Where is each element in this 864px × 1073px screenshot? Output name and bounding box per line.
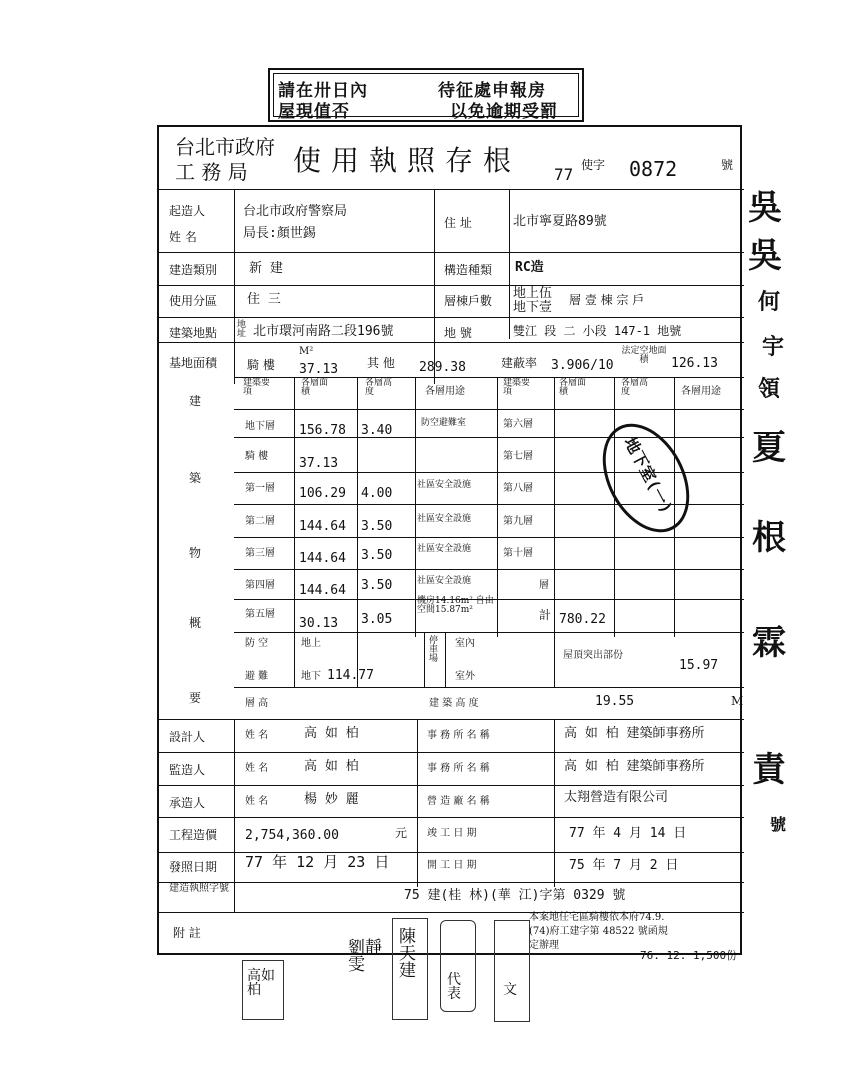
floor-right: 第六層 bbox=[503, 419, 533, 430]
permit-form bbox=[157, 125, 742, 955]
total-area: 780.22 bbox=[559, 612, 606, 627]
floor-height: 4.00 bbox=[361, 486, 393, 501]
edge-char: 號 bbox=[770, 815, 787, 834]
shelter-above: 地上 bbox=[301, 638, 321, 649]
floor-name: 第三層 bbox=[245, 548, 275, 559]
floor-height: 3.05 bbox=[361, 612, 393, 627]
arcade-area: 37.13 bbox=[299, 362, 339, 377]
designer-office-label: 事 務 所 名 稱 bbox=[427, 730, 490, 741]
coverage-ratio: 3.906/10 bbox=[551, 358, 614, 373]
supervisor-name: 高 如 柏 bbox=[304, 759, 359, 774]
coverage-label: 建蔽率 bbox=[501, 356, 538, 370]
supervisor-name-label: 姓 名 bbox=[245, 763, 269, 774]
applicant-address: 北市寧夏路89號 bbox=[513, 214, 607, 229]
completion-date: 77 年 4 月 14 日 bbox=[569, 826, 687, 841]
hdr-use-r: 各層用途 bbox=[681, 386, 721, 397]
applicant-name-label: 姓 名 bbox=[169, 230, 197, 244]
other-area: 289.38 bbox=[419, 360, 466, 375]
supervisor-office: 高 如 柏 建築師事務所 bbox=[564, 759, 705, 774]
note-line2: (74)府工建字第 48522 號函規 bbox=[529, 926, 668, 937]
side-c4: 概 bbox=[189, 616, 202, 630]
site-addr-tag: 地址 bbox=[237, 320, 247, 339]
issue-label: 發照日期 bbox=[169, 860, 218, 874]
permit-prefix: 使字 bbox=[581, 158, 606, 172]
height-unit: M bbox=[731, 694, 744, 708]
side-c1: 建 bbox=[189, 394, 202, 408]
sig-liu: 劉靜雯 bbox=[348, 938, 382, 975]
cost-value: 2,754,360.00 bbox=[245, 828, 339, 843]
site-area-label: 基地面積 bbox=[169, 356, 218, 370]
floor-use: 防空避難室 bbox=[421, 418, 467, 428]
edge-char: 領 bbox=[758, 376, 781, 402]
floor-right: 第十層 bbox=[503, 548, 533, 559]
floors-above: 地上伍 bbox=[513, 286, 553, 301]
start-date: 75 年 7 月 2 日 bbox=[569, 858, 679, 873]
designer-label: 設計人 bbox=[169, 730, 206, 744]
floor-name: 騎 樓 bbox=[245, 451, 269, 462]
floor-area: 37.13 bbox=[299, 456, 339, 471]
agency-name: 台北市政府 bbox=[175, 135, 275, 159]
parking-outdoor: 室外 bbox=[455, 671, 475, 682]
hdr-height: 各層高度 bbox=[365, 378, 393, 397]
floor-use: 社區安全設施 bbox=[417, 514, 472, 524]
permit-year: 77 bbox=[554, 165, 574, 184]
designer-name: 高 如 柏 bbox=[304, 726, 359, 741]
edge-char: 霖 bbox=[752, 623, 786, 663]
floor-height-label: 層 高 bbox=[245, 698, 269, 709]
floor-name: 第二層 bbox=[245, 516, 275, 527]
completion-label: 竣 工 日 期 bbox=[427, 828, 477, 839]
floors-desc: 層 壹 棟 宗 戶 bbox=[569, 293, 645, 307]
legal-space-area: 126.13 bbox=[671, 356, 718, 371]
floors-below: 地下壹 bbox=[513, 300, 553, 315]
contractor-label: 承造人 bbox=[169, 796, 206, 810]
floor-area: 144.64 bbox=[299, 519, 346, 534]
floor-right: 第八層 bbox=[503, 483, 533, 494]
hdr-height-r: 各層高度 bbox=[621, 378, 649, 397]
hdr-item: 建築要項 bbox=[243, 378, 271, 397]
seal-wen bbox=[494, 920, 530, 1022]
floor-use: 社區安全設施 bbox=[417, 480, 472, 490]
applicant-name: 台北市政府警察局 bbox=[243, 204, 348, 219]
address-label: 住 址 bbox=[444, 216, 472, 230]
floor-name: 第五層 bbox=[245, 609, 275, 620]
notice-line1b: 待征處申報房 bbox=[438, 81, 546, 101]
shelter-below-area: 114.77 bbox=[327, 668, 374, 683]
supervisor-label: 監造人 bbox=[169, 763, 206, 777]
floor-name: 第一層 bbox=[245, 483, 275, 494]
seal-rep bbox=[440, 920, 476, 1012]
shelter-l2: 避 難 bbox=[245, 671, 269, 682]
roof-label: 屋頂突出部份 bbox=[563, 650, 623, 661]
zone-value: 住 三 bbox=[247, 292, 281, 307]
edge-char: 宇 bbox=[762, 334, 785, 360]
roof-area: 15.97 bbox=[679, 658, 719, 673]
permit-number: 0872 bbox=[629, 157, 678, 181]
edge-char: 何 bbox=[758, 289, 781, 315]
start-label: 開 工 日 期 bbox=[427, 860, 477, 871]
designer-name-label: 姓 名 bbox=[245, 730, 269, 741]
seal-text: 文 bbox=[503, 982, 517, 998]
legal-space-label: 法定空地面積 bbox=[621, 346, 667, 365]
notice-stamp bbox=[268, 68, 584, 122]
edge-char: 責 bbox=[752, 750, 786, 790]
seal-text: 代表 bbox=[447, 972, 461, 1002]
arcade-label: 騎 樓 bbox=[247, 358, 275, 372]
applicant-label: 起造人 bbox=[169, 204, 206, 218]
parking-indoor: 室內 bbox=[455, 638, 475, 649]
hdr-area-r: 各層面積 bbox=[559, 378, 587, 397]
edge-char: 根 bbox=[752, 518, 786, 558]
permit-suffix: 號 bbox=[721, 158, 734, 172]
floor-height: 3.50 bbox=[361, 548, 393, 563]
floor-use: 社區安全設施 bbox=[417, 544, 472, 554]
side-c3: 物 bbox=[189, 546, 202, 560]
floor-use: 社區安全設施 bbox=[417, 576, 472, 586]
side-c2: 築 bbox=[189, 471, 202, 485]
contractor-name: 楊 妙 麗 bbox=[304, 792, 359, 807]
edge-char: 夏 bbox=[752, 428, 786, 468]
lot-label: 地 號 bbox=[444, 326, 472, 340]
agency-dept: 工 務 局 bbox=[175, 160, 248, 184]
floor-use: 機房14.16m² 自由空間15.87m² bbox=[417, 596, 494, 615]
seal-chen bbox=[392, 918, 428, 1020]
edge-char: 吳 bbox=[748, 188, 782, 228]
floor-area: 30.13 bbox=[299, 616, 339, 631]
floor-height: 3.50 bbox=[361, 519, 393, 534]
contractor-firm-label: 營 造 廠 名 稱 bbox=[427, 796, 490, 807]
zone-label: 使用分區 bbox=[169, 294, 218, 308]
seal-gao bbox=[242, 960, 284, 1020]
floor-height: 3.50 bbox=[361, 578, 393, 593]
total-label: 計 bbox=[539, 608, 552, 622]
contractor-firm: 太翔營造有限公司 bbox=[564, 790, 669, 805]
notice-line1: 請在卅日內 bbox=[278, 81, 368, 101]
applicant-rep: 局長:顏世錫 bbox=[243, 226, 316, 241]
cost-label: 工程造價 bbox=[169, 828, 218, 842]
note-line1: 本案地任宅區騎樓依本府74.9. bbox=[529, 912, 665, 923]
issue-date: 77 年 12 月 23 日 bbox=[245, 853, 390, 871]
notice-line2: 屋現值否 bbox=[278, 102, 350, 122]
parking-label: 停車場 bbox=[429, 636, 439, 664]
side-c5: 要 bbox=[189, 691, 202, 705]
floor-right: 第九層 bbox=[503, 516, 533, 527]
floors-count-label: 層棟戶數 bbox=[444, 294, 493, 308]
structure-type: RC造 bbox=[515, 260, 544, 275]
print-date: 76. 12. 1,500份 bbox=[640, 949, 738, 962]
floor-height: 3.40 bbox=[361, 423, 393, 438]
hdr-area: 各層面積 bbox=[301, 378, 329, 397]
unit-m2: M² bbox=[299, 346, 314, 357]
notes-label: 附 註 bbox=[173, 926, 201, 940]
floor-area: 106.29 bbox=[299, 486, 346, 501]
form-title: 使用執照存根 bbox=[293, 144, 522, 177]
site-address: 北市環河南路二段196號 bbox=[253, 324, 394, 339]
build-type: 新 建 bbox=[249, 261, 283, 276]
supervisor-office-label: 事 務 所 名 稱 bbox=[427, 763, 490, 774]
hdr-use: 各層用途 bbox=[425, 386, 465, 397]
other-label: 其 他 bbox=[367, 356, 395, 370]
floor-area: 144.64 bbox=[299, 551, 346, 566]
designer-office: 高 如 柏 建築師事務所 bbox=[564, 726, 705, 741]
permit-ref-label: 建造執照字號 bbox=[169, 883, 229, 894]
shelter-below: 地下 bbox=[301, 671, 321, 682]
structure-label: 構造種類 bbox=[444, 263, 493, 277]
stamp-text: 地下室(一) bbox=[620, 433, 677, 517]
site-label: 建築地點 bbox=[169, 326, 218, 340]
cost-unit: 元 bbox=[395, 826, 408, 840]
contractor-name-label: 姓 名 bbox=[245, 796, 269, 807]
seal-text: 陳天建 bbox=[399, 927, 416, 981]
notice-line2b: 以免逾期受罰 bbox=[450, 102, 558, 122]
note-line3: 定辦理 bbox=[529, 940, 559, 951]
floor-area: 156.78 bbox=[299, 423, 346, 438]
floor-name: 地下層 bbox=[245, 421, 275, 432]
edge-char: 吳 bbox=[748, 236, 782, 276]
building-height: 19.55 bbox=[595, 694, 635, 709]
floor-area: 144.64 bbox=[299, 583, 346, 598]
permit-ref: 75 建(桂 林)(華 江)字第 0329 號 bbox=[404, 888, 626, 903]
building-height-label: 建 築 高 度 bbox=[429, 698, 479, 709]
hdr-item-r: 建築要項 bbox=[503, 378, 531, 397]
shelter-l1: 防 空 bbox=[245, 638, 269, 649]
build-type-label: 建造類別 bbox=[169, 263, 218, 277]
seal-text: 高如柏 bbox=[247, 968, 275, 998]
floor-right: 第七層 bbox=[503, 451, 533, 462]
lot-number: 雙江 段 二 小段 147-1 地號 bbox=[513, 324, 682, 338]
floor-right: 層 bbox=[539, 580, 549, 591]
floor-name: 第四層 bbox=[245, 580, 275, 591]
